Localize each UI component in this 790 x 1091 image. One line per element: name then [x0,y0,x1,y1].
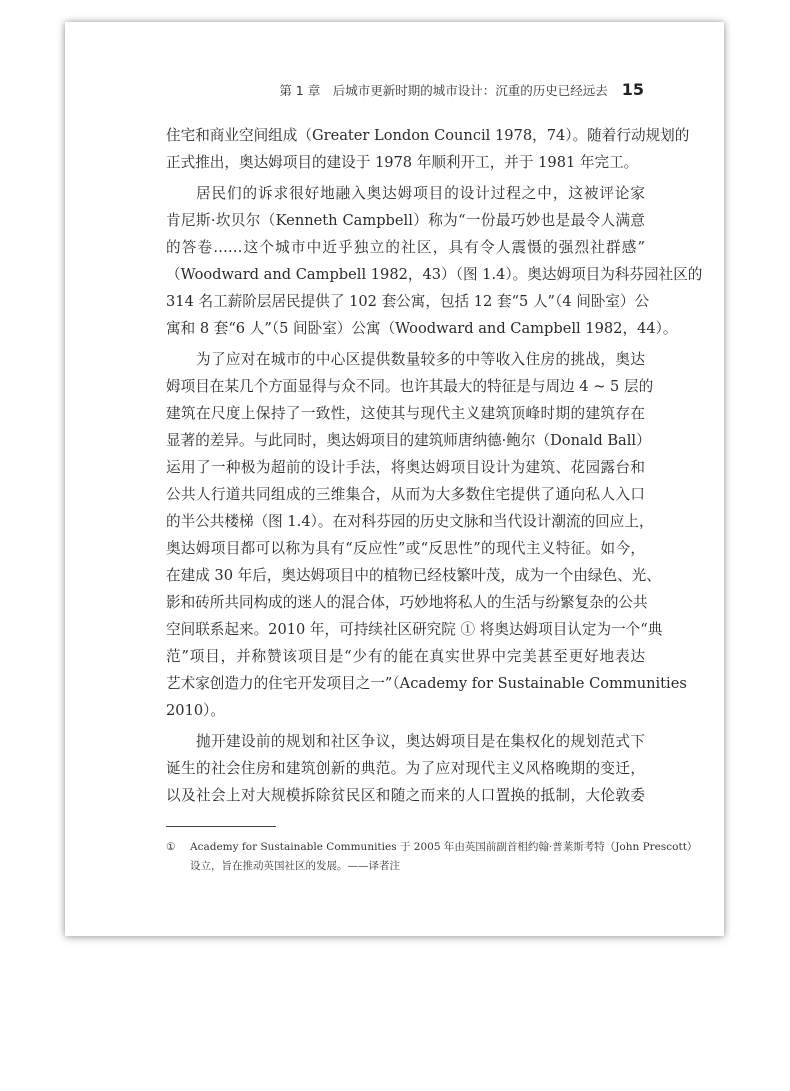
text-line: 运用了一种极为超前的设计手法，将奥达姆项目设计为建筑、花园露台和 [166,459,645,476]
text-line: 艺术家创造力的住宅开发项目之一”（Academy for Sustainable Communities [166,675,687,692]
text-line: 奥达姆项目都可以称为具有“反应性”或“反思性”的现代主义特征。如今， [166,540,645,557]
text-line: 显著的差异。与此同时，奥达姆项目的建筑师唐纳德·鲍尔（Donald Ball） [166,432,651,449]
chapter-title: 第 1 章 后城市更新时期的城市设计：沉重的历史已经远去 [279,83,608,98]
text-line: 居民们的诉求很好地融入奥达姆项目的设计过程之中，这被评论家 [196,185,645,202]
text-line: 建筑在尺度上保持了一致性，这使其与现代主义建筑顶峰时期的建筑存在 [166,405,645,422]
text-line: 寓和 8 套“6 人”（5 间卧室）公寓（Woodward and Campbell 1982，44）。 [166,320,678,337]
body-text [166,122,703,809]
text-line: 2010）。 [166,702,226,719]
page-number: 15 [621,80,644,99]
footnote-marker: ① [166,841,176,853]
text-line: 以及社会上对大规模拆除贫民区和随之而来的人口置换的抵制，大伦敦委 [166,787,645,804]
text-line: 肯尼斯·坎贝尔（Kenneth Campbell）称为“一份最巧妙也是最令人满意 [166,212,645,229]
text-line: （Woodward and Campbell 1982，43）（图 1.4）。奥达姆项目为科芬园社区的 [166,266,703,283]
footnote [166,838,698,876]
text-line: 的半公共楼梯（图 1.4）。在对科芬园的历史文脉和当代设计潮流的回应上， [166,513,654,530]
text-line: 影和砖所共同构成的迷人的混合体，巧妙地将私人的生活与纷繁复杂的公共 [166,594,648,611]
running-header [166,80,644,99]
footnote-line: Academy for Sustainable Communities 于 2005 年由英国前副首相约翰·普莱斯考特（John Prescott） [190,841,698,853]
text-line: 抛开建设前的规划和社区争议，奥达姆项目是在集权化的规划范式下 [196,733,645,750]
text-line: 空间联系起来。2010 年，可持续社区研究院 ① 将奥达姆项目认定为一个“典 [166,621,663,638]
text-line: 314 名工薪阶层居民提供了 102 套公寓，包括 12 套“5 人”（4 间卧室）公 [166,293,650,310]
text-line: 的答卷……这个城市中近乎独立的社区，具有令人震慑的强烈社群感” [166,239,645,256]
text-line: 为了应对在城市的中心区提供数量较多的中等收入住房的挑战，奥达 [196,351,645,368]
text-line: 诞生的社会住房和建筑创新的典范。为了应对现代主义风格晚期的变迁， [166,760,645,777]
footnote-rule [166,826,276,827]
text-line: 姆项目在某几个方面显得与众不同。也许其最大的特征是与周边 4 ~ 5 层的 [166,378,654,395]
text-line: 在建成 30 年后，奥达姆项目中的植物已经枝繁叶茂，成为一个由绿色、光、 [166,567,661,584]
text-line: 范”项目，并称赞该项目是“少有的能在真实世界中完美甚至更好地表达 [166,648,645,665]
text-line: 公共人行道共同组成的三维集合，从而为大多数住宅提供了通向私人入口 [166,486,645,503]
text-line: 正式推出，奥达姆项目的建设于 1978 年顺利开工，并于 1981 年完工。 [166,154,639,171]
footnote-line: 设立，旨在推动英国社区的发展。——译者注 [190,860,400,872]
text-line: 住宅和商业空间组成（Greater London Council 1978，74）。随着行动规划的 [166,127,690,144]
